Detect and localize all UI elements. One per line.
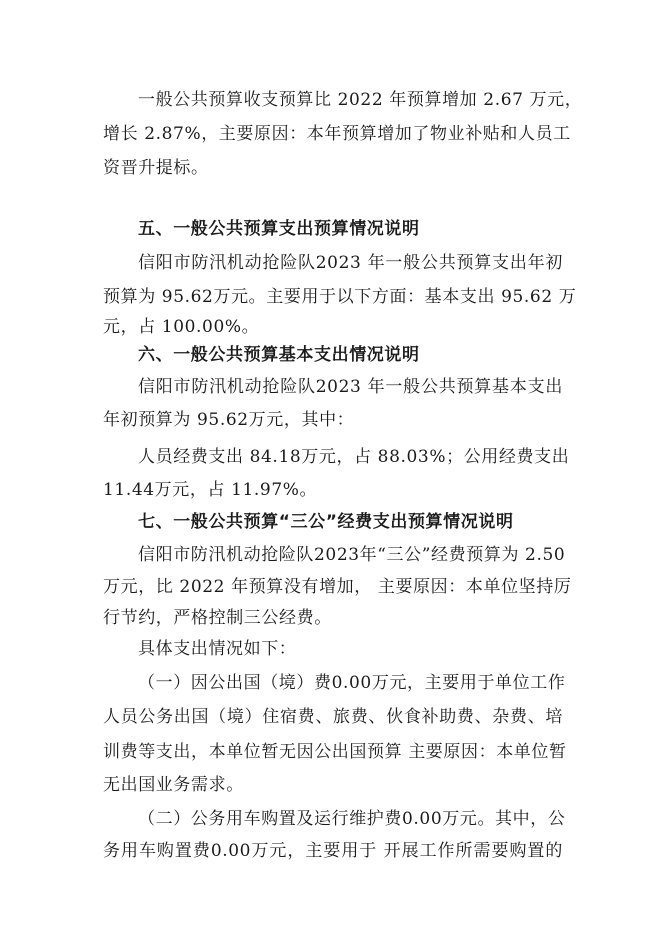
paragraph-line: 人员经费支出 84.18万元，占 88.03%；公用经费支出 xyxy=(138,447,570,467)
paragraph-line: 资晋升提标。 xyxy=(103,158,209,178)
section-heading-6: 六、一般公共预算基本支出情况说明 xyxy=(138,345,420,365)
paragraph-line: （二）公务用车购置及运行维护费0.00万元。其中，公 xyxy=(138,809,566,829)
paragraph-line: 年初预算为 95.62万元，其中： xyxy=(103,410,355,430)
paragraph-line: 万元，比 2022 年预算没有增加， 主要原因：本单位坚持厉 xyxy=(103,577,572,597)
paragraph-line: 无出国业务需求。 xyxy=(103,775,244,795)
paragraph-line: 元，占 100.00%。 xyxy=(103,317,260,337)
paragraph-line: 训费等支出，本单位暂无因公出国预算 主要原因：本单位暂 xyxy=(103,742,567,762)
paragraph-line: 行节约，严格控制三公经费。 xyxy=(103,608,332,628)
paragraph-line: 具体支出情况如下： xyxy=(138,639,297,659)
paragraph-line: 信阳市防汛机动抢险队2023 年一般公共预算基本支出 xyxy=(138,377,563,397)
paragraph-line: 11.44万元，占 11.97%。 xyxy=(103,480,318,500)
paragraph-line: 务用车购置费0.00万元，主要用于 开展工作所需要购置的 xyxy=(103,841,563,861)
paragraph-line: 信阳市防汛机动抢险队2023年“三公”经费预算为 2.50 xyxy=(138,545,566,565)
paragraph-line: 信阳市防汛机动抢险队2023 年一般公共预算支出年初 xyxy=(138,253,563,273)
paragraph-line: （一）因公出国（境）费0.00万元，主要用于单位工作 xyxy=(138,673,566,693)
paragraph-line: 一般公共预算收支预算比 2022 年预算增加 2.67 万元， xyxy=(138,90,583,110)
paragraph-line: 预算为 95.62万元。主要用于以下方面：基本支出 95.62 万 xyxy=(103,287,577,307)
section-heading-5: 五、一般公共预算支出预算情况说明 xyxy=(138,219,420,239)
section-heading-7: 七、一般公共预算“三公”经费支出预算情况说明 xyxy=(138,512,514,532)
paragraph-line: 增长 2.87%，主要原因：本年预算增加了物业补贴和人员工 xyxy=(103,124,571,144)
paragraph-line: 人员公务出国（境）住宿费、旅费、伙食补助费、杂费、培 xyxy=(103,707,563,727)
